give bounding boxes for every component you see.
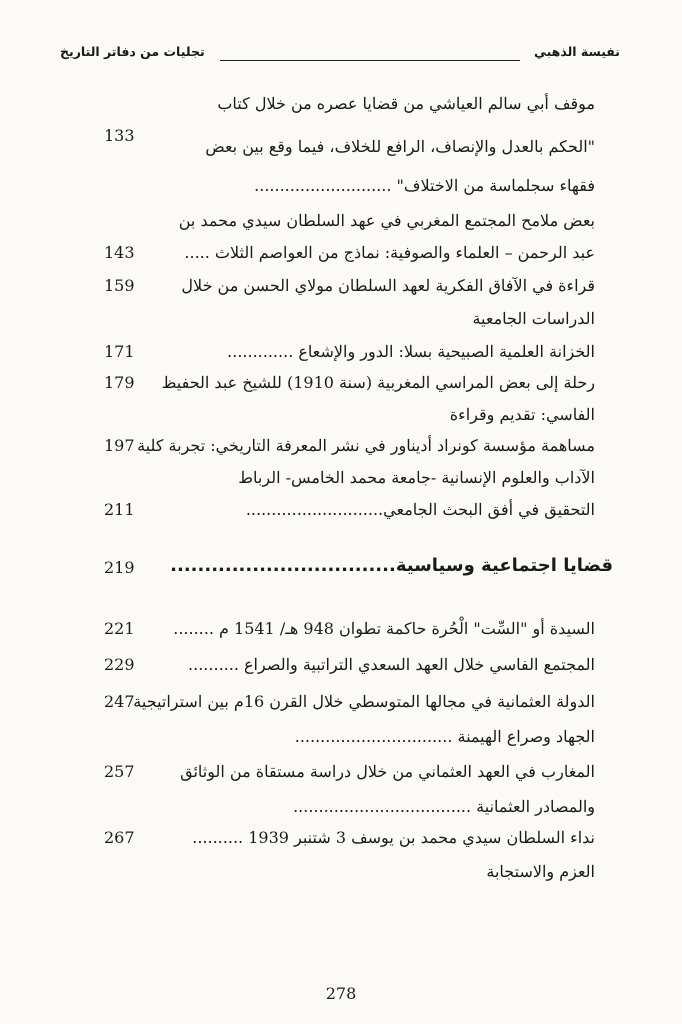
toc-page-number: 221	[104, 619, 135, 638]
toc-entry-line: الخزانة العلمية الصبيحية بسلا: الدور والإشعاع .............	[227, 342, 595, 361]
toc-entry-line: المغارب في العهد العثماني من خلال دراسة مستقاة من الوثائق	[180, 762, 595, 781]
toc-entry-line: بعض ملامح المجتمع المغربي في عهد السلطان سيدي محمد بن	[178, 211, 595, 230]
toc-page-number: 197	[104, 436, 135, 455]
toc-entry-line: نداء السلطان سيدي محمد بن يوسف 3 شتنبر 1939 ..........	[192, 828, 595, 847]
toc-page-number: 133	[104, 126, 135, 145]
toc-page-number: 171	[104, 342, 135, 361]
toc-entry-line: رحلة إلى بعض المراسي المغربية (سنة 1910) للشيخ عبد الحفيظ	[161, 373, 595, 392]
toc-entry-line: التحقيق في أفق البحث الجامعي...........................	[245, 500, 595, 519]
toc-entry-line: الدراسات الجامعية	[472, 309, 595, 328]
toc-page-number: 267	[104, 828, 135, 847]
toc-entry-line: الآداب والعلوم الإنسانية -جامعة محمد الخامس- الرباط	[238, 468, 595, 487]
toc-entry-line: والمصادر العثمانية ...................................	[293, 797, 595, 816]
toc-page-number: 179	[104, 373, 135, 392]
toc-entry-line: المجتمع الفاسي خلال العهد السعدي التراتبية والصراع ..........	[188, 655, 595, 674]
toc-page-number: 229	[104, 655, 135, 674]
toc-entry-line: عبد الرحمن – العلماء والصوفية: نماذج من العواصم الثلاث .....	[184, 243, 595, 262]
header-rule	[220, 60, 520, 61]
toc-entry-line: الدولة العثمانية في مجالها المتوسطي خلال القرن 16م بين استراتيجية	[133, 692, 595, 711]
running-header	[60, 36, 620, 64]
toc-page-number: 219	[104, 558, 135, 577]
toc-entry-line: مساهمة مؤسسة كونراد أديناور في نشر المعرفة التاريخي: تجربة كلية	[137, 436, 595, 455]
toc-entry-line: السيدة أو "السِّت" الْحُرة حاكمة تطوان 948 هـ/ 1541 م ........	[173, 619, 595, 638]
page-number-footer: 278	[325, 984, 357, 1003]
toc-page-number: 247	[104, 692, 135, 711]
header-author: نفيسة الذهبي	[533, 44, 620, 59]
section-heading: قضايا اجتماعية وسياسية.................................	[170, 555, 613, 576]
toc-page-number: 211	[104, 500, 135, 519]
toc-page-number: 159	[104, 276, 135, 295]
toc-entry-line: الجهاد وصراع الهيمنة ...............................	[294, 727, 595, 746]
toc-page-number: 257	[104, 762, 135, 781]
toc-page-number: 143	[104, 243, 135, 262]
toc-entry-line: "الحكم بالعدل والإنصاف، الرافع للخلاف، فيما وقع بين بعض	[205, 137, 595, 156]
toc-entry-line: العزم والاستجابة	[486, 862, 595, 881]
header-book-title: تجليات من دفاتر التاريخ	[60, 44, 205, 59]
toc-entry-line: فقهاء سجلماسة من الاختلاف" ...........................	[254, 176, 595, 195]
toc-entry-line: قراءة في الآفاق الفكرية لعهد السلطان مولاي الحسن من خلال	[181, 276, 595, 295]
toc-entry-line: موقف أبي سالم العياشي من قضايا عصره من خلال كتاب	[217, 94, 595, 113]
toc-entry-line: الفاسي: تقديم وقراءة	[449, 405, 595, 424]
